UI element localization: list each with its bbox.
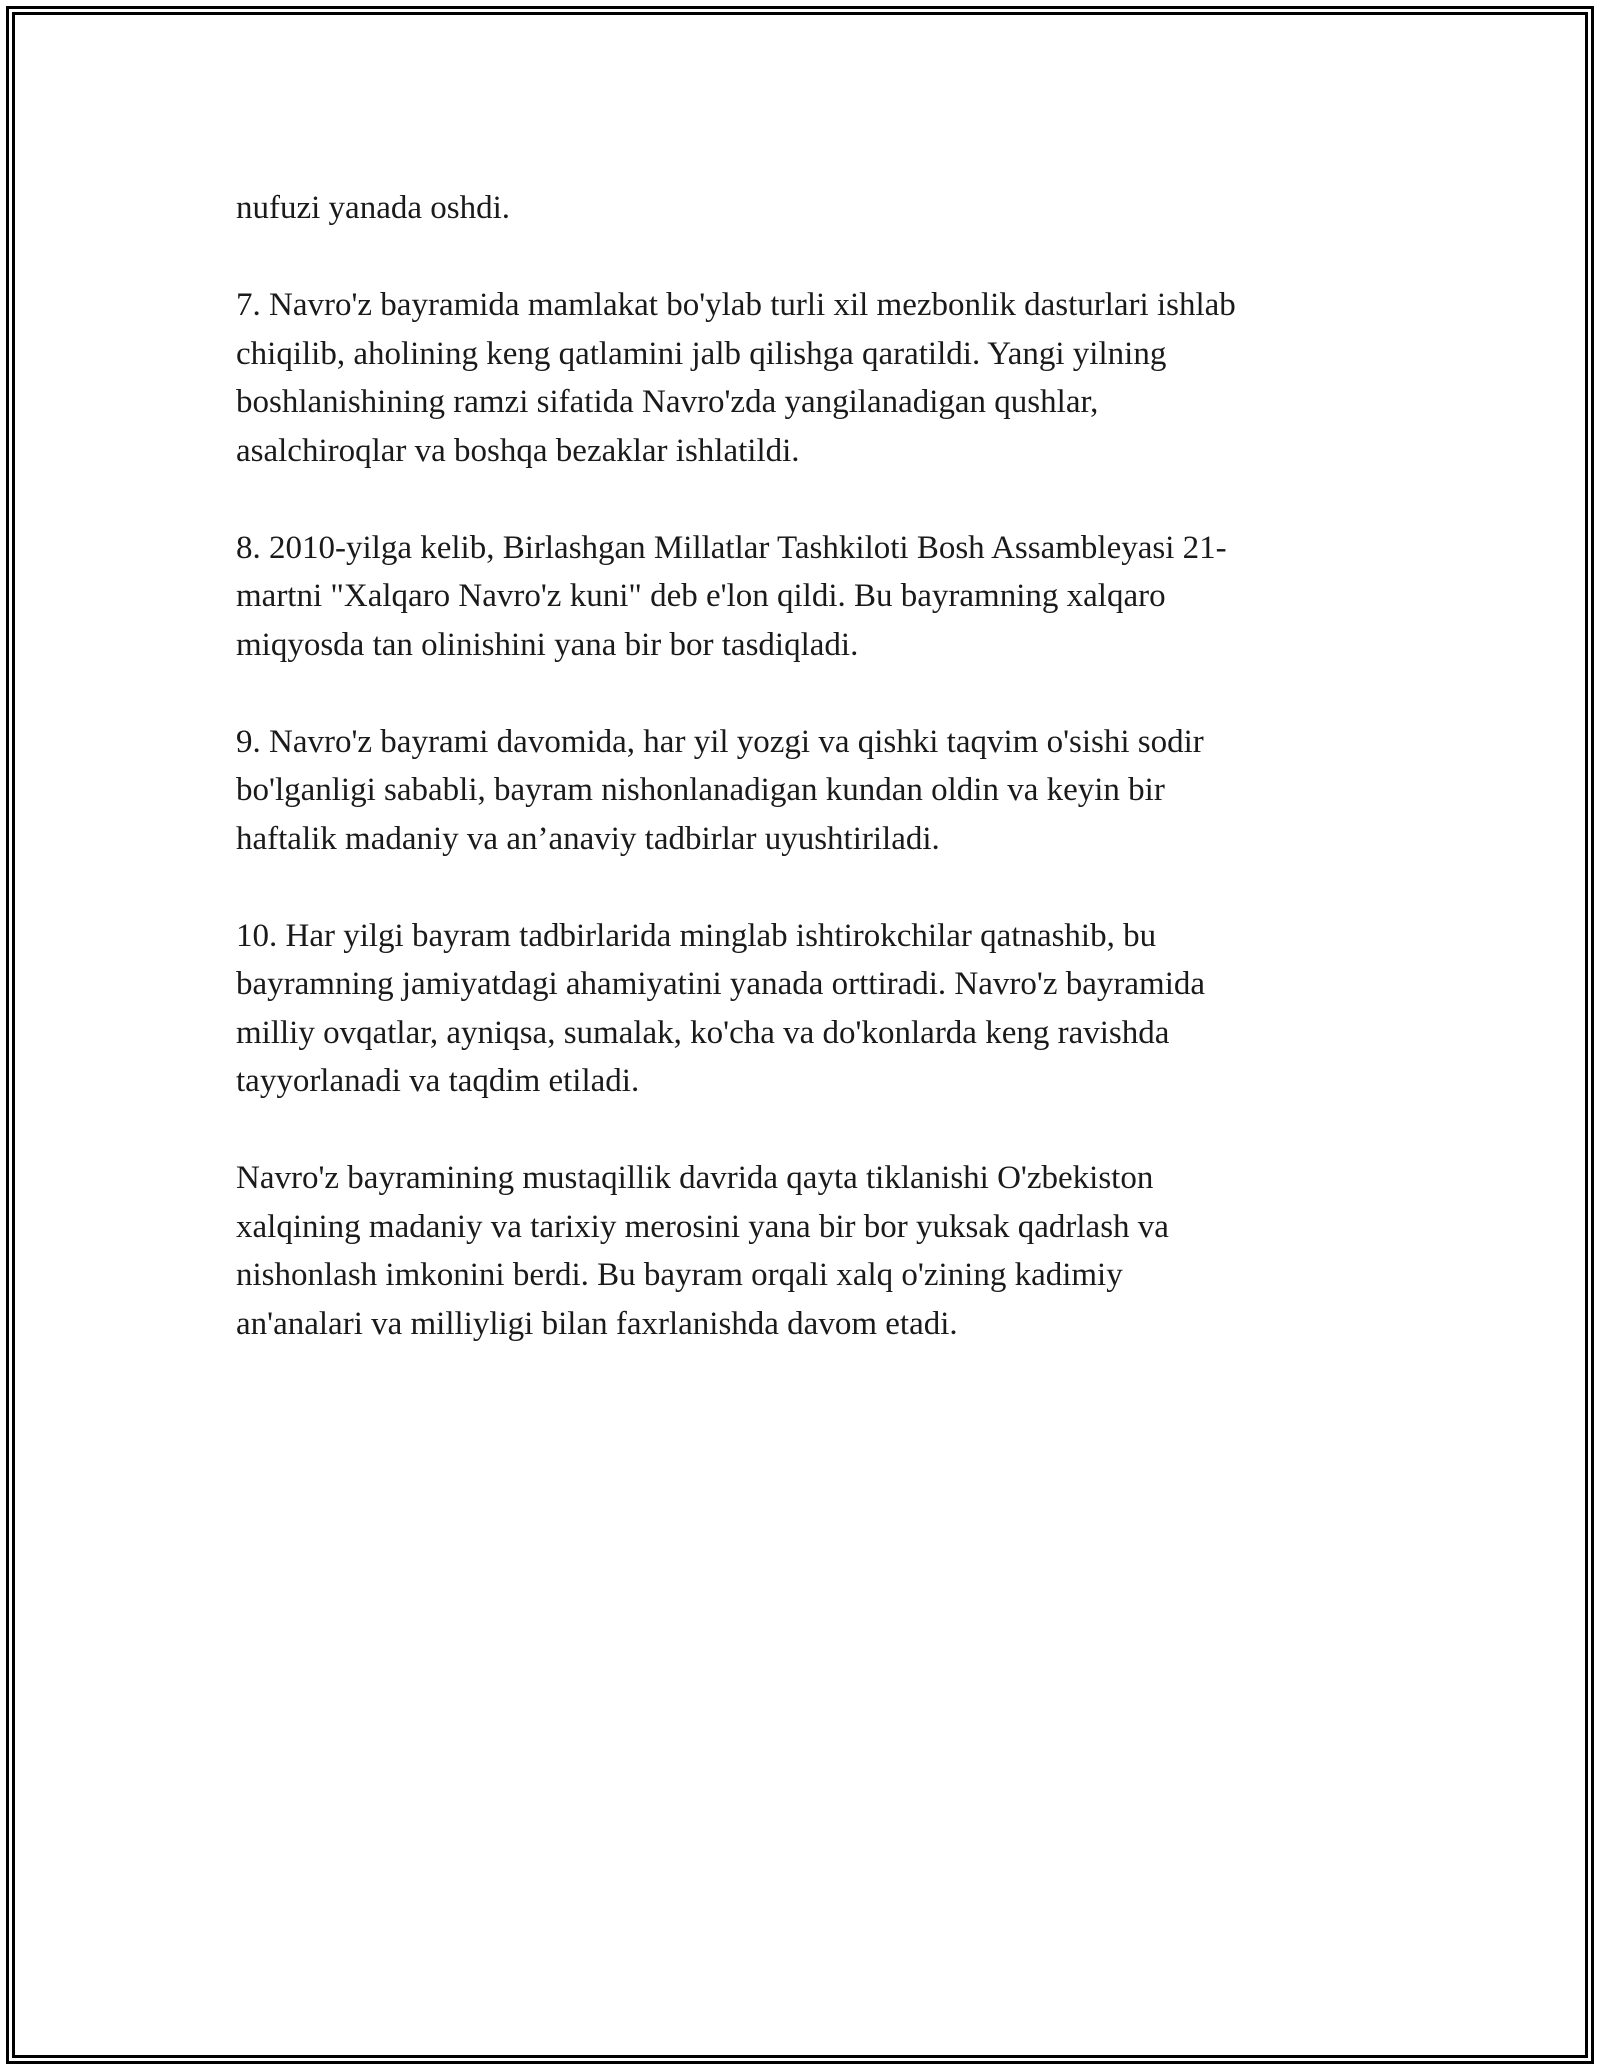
paragraph-conclusion: Navro'z bayramining mustaqillik davrida qayta tiklanishi O'zbekiston xalqining madaniy va tarixiy merosini yana bir bor yuksak qadrlash va nishonlash imkonini berdi. Bu bayram orqali xalq o'zining kadimiy an'analari va milliyligi bilan faxrlanishda davom etadi. <box>236 1160 1169 1342</box>
paragraph-item-7: 7. Navro'z bayramida mamlakat bo'ylab turli xil mezbonlik dasturlari ishlab chiqilib, aholining keng qatlamini jalb qilishga qaratildi. Yangi yilning boshlanishining ramzi sifatida Navro'zda yangilanadigan qushlar, asalchiroqlar va boshqa bezaklar ishlatildi. <box>236 287 1236 469</box>
paragraph-item-10: 10. Har yilgi bayram tadbirlarida minglab ishtirokchilar qatnashib, bu bayramning jamiyatdagi ahamiyatini yanada orttiradi. Navro'z bayramida milliy ovqatlar, ayniqsa, sumalak, ko'cha va do'konlarda keng ravishda tayyorlanadi va taqdim etiladi. <box>236 917 1206 1099</box>
paragraph-item-9: 9. Navro'z bayrami davomida, har yil yozgi va qishki taqvim o'sishi sodir bo'lganligi sababli, bayram nishonlanadigan kundan oldin va keyin bir haftalik madaniy va an’anaviy tadbirlar uyushtiriladi. <box>236 723 1204 857</box>
paragraph-item-8: 8. 2010-yilga kelib, Birlashgan Millatlar Tashkiloti Bosh Assambleyasi 21- martni "Xalqaro Navro'z kuni" deb e'lon qildi. Bu bayramning xalqaro miqyosda tan olinishini yana bir bor tasdiqladi. <box>236 529 1227 663</box>
paragraph-continuation: nufuzi yanada oshdi. <box>236 190 511 226</box>
document-body <box>236 184 1376 1397</box>
